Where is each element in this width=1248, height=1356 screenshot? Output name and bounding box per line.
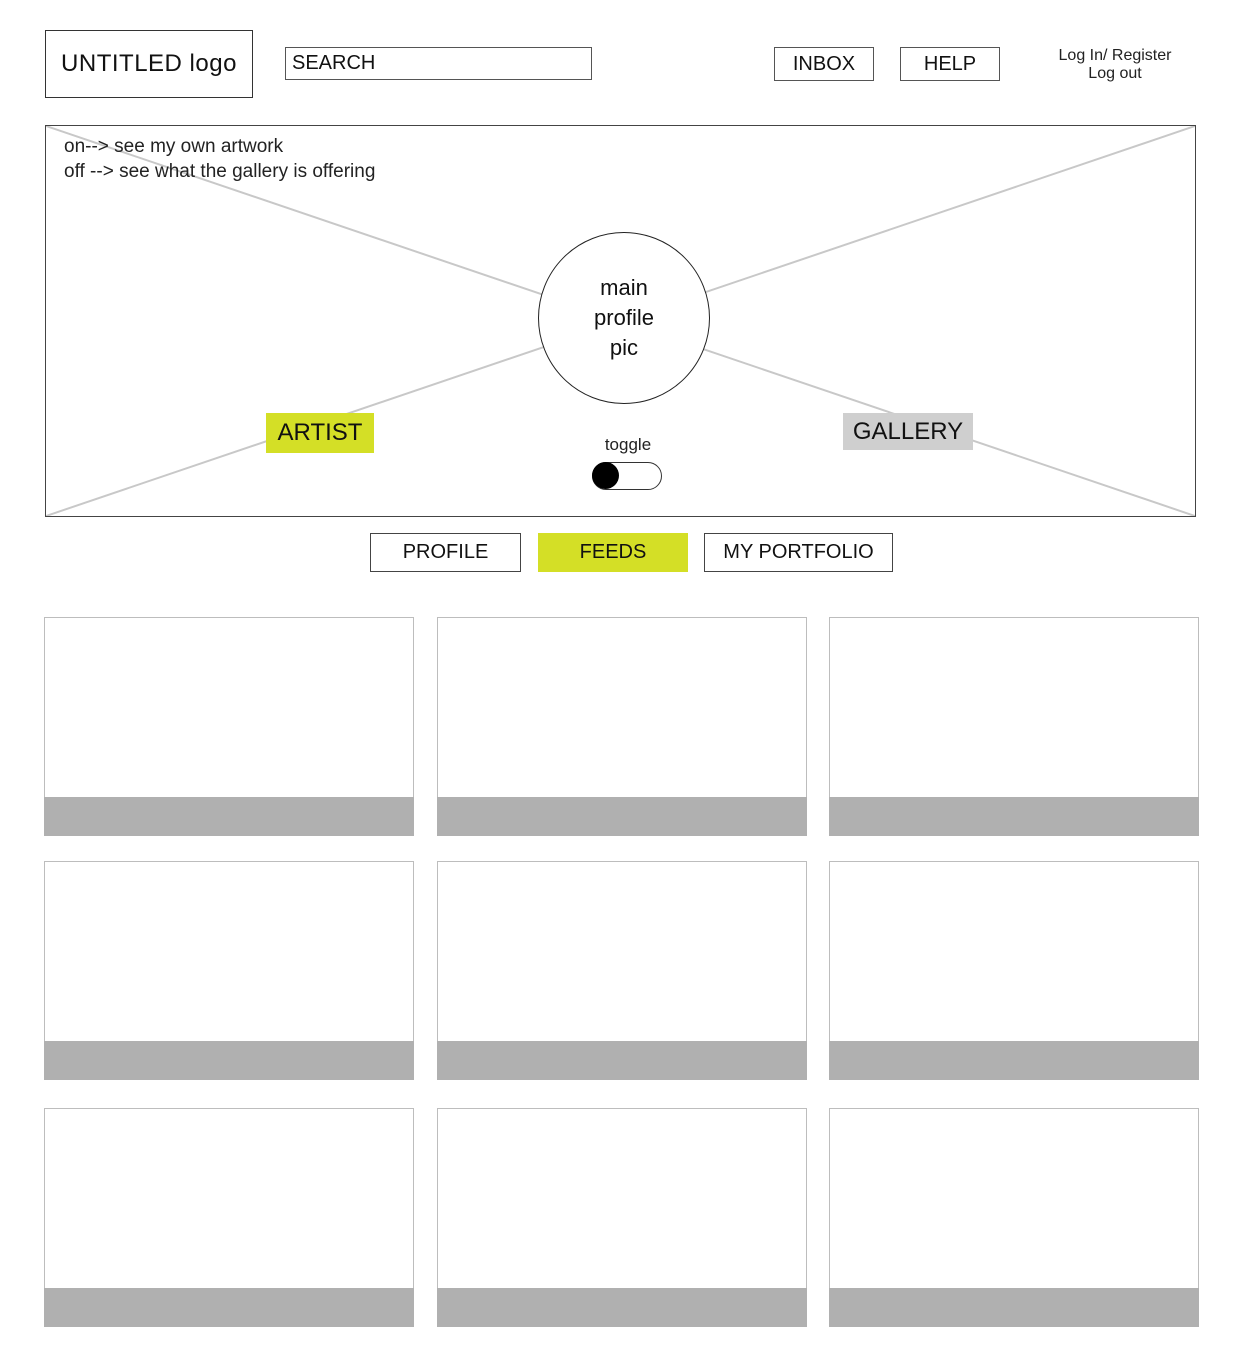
gallery-mode-label[interactable]: GALLERY — [843, 413, 973, 450]
tab-my-portfolio[interactable]: MY PORTFOLIO — [704, 533, 893, 572]
feed-card[interactable] — [829, 1108, 1199, 1327]
tab-feeds[interactable]: FEEDS — [538, 533, 688, 572]
artist-mode-label[interactable]: ARTIST — [266, 413, 374, 453]
toggle-note-on: on--> see my own artwork — [64, 136, 284, 157]
auth-links — [1040, 47, 1190, 83]
feed-card[interactable] — [44, 1108, 414, 1327]
feed-card-caption-bar — [437, 797, 807, 836]
logo[interactable]: UNTITLED logo — [45, 30, 253, 98]
login-register-link[interactable]: Log In/ Register — [1058, 47, 1172, 64]
feed-card-caption-bar — [829, 797, 1199, 836]
feed-card[interactable] — [437, 617, 807, 836]
logout-link[interactable]: Log out — [1088, 65, 1142, 82]
search-input[interactable] — [285, 47, 592, 80]
toggle-note — [64, 134, 375, 184]
feed-card-caption-bar — [44, 797, 414, 836]
feed-card-caption-bar — [829, 1041, 1199, 1080]
feed-card[interactable] — [44, 617, 414, 836]
feed-card-caption-bar — [44, 1041, 414, 1080]
cover-image-placeholder — [45, 125, 1196, 517]
feed-card[interactable] — [437, 1108, 807, 1327]
feed-card-caption-bar — [437, 1041, 807, 1080]
feed-card[interactable] — [829, 861, 1199, 1080]
feed-card[interactable] — [829, 617, 1199, 836]
profile-pic-label: main profile pic — [594, 275, 654, 360]
inbox-button[interactable]: INBOX — [774, 47, 874, 81]
feed-card-caption-bar — [437, 1288, 807, 1327]
tab-profile[interactable]: PROFILE — [370, 533, 521, 572]
feed-card[interactable] — [437, 861, 807, 1080]
help-button[interactable]: HELP — [900, 47, 1000, 81]
feed-card-caption-bar — [829, 1288, 1199, 1327]
toggle-note-off: off --> see what the gallery is offering — [64, 161, 376, 182]
feed-card[interactable] — [44, 861, 414, 1080]
feed-card-caption-bar — [44, 1288, 414, 1327]
toggle-knob — [592, 462, 619, 489]
artist-gallery-toggle[interactable] — [592, 462, 662, 490]
toggle-label: toggle — [604, 435, 652, 454]
main-profile-pic[interactable] — [538, 232, 710, 404]
